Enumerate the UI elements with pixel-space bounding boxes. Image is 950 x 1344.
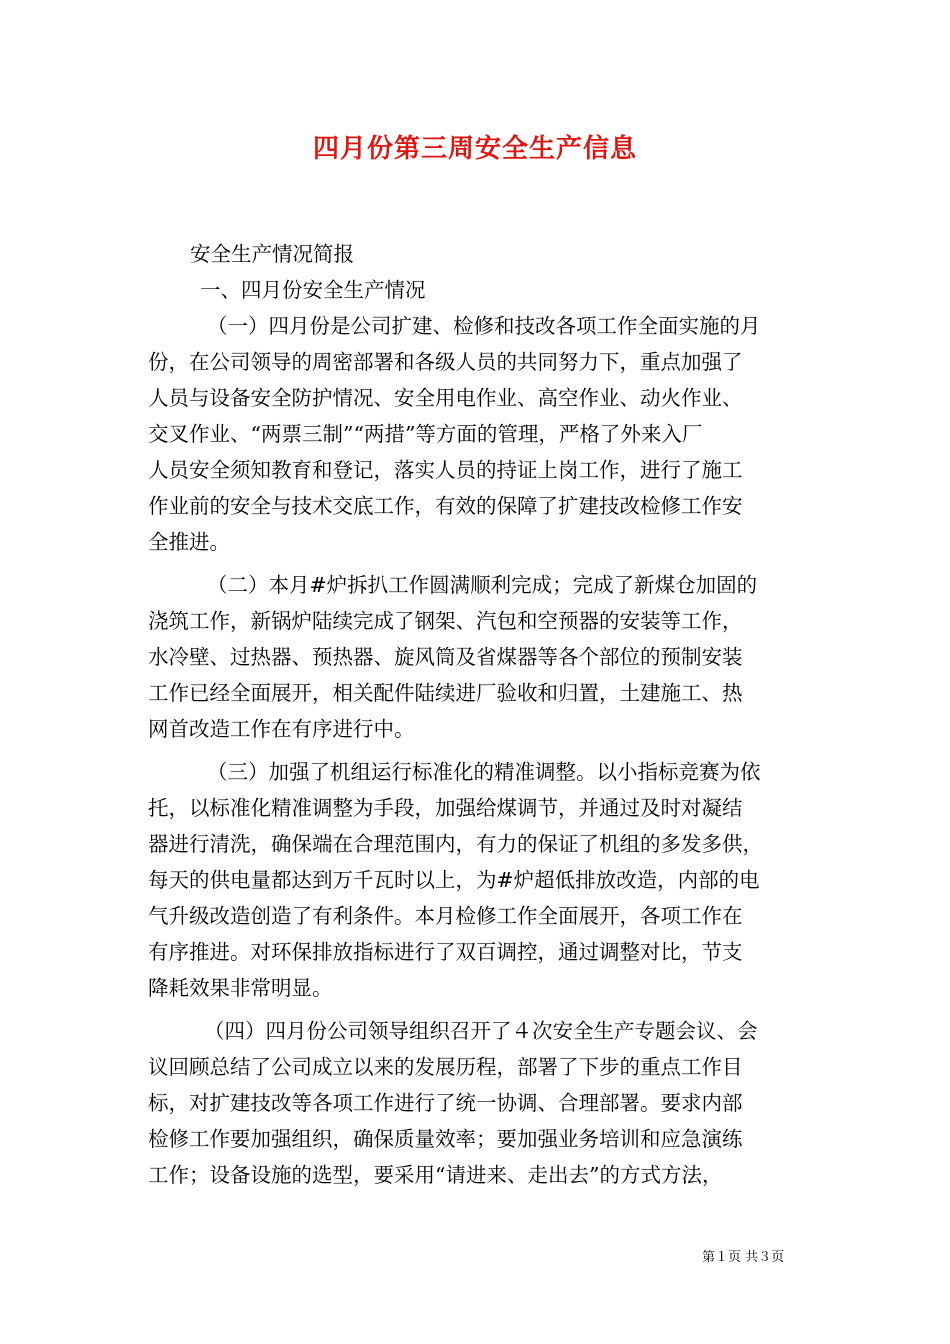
document-title: 四月份第三周安全生产信息: [312, 134, 637, 164]
document-body: [148, 236, 812, 1193]
section-heading: 一、四月份安全生产情况: [200, 278, 426, 302]
paragraph-line: （二）本月#炉拆扒工作圆满顺利完成；完成了新煤仓加固的: [207, 573, 758, 597]
paragraph-line: 标，对扩建技改等各项工作进行了统一协调、合理部署。要求内部: [148, 1091, 743, 1115]
paragraph-1: [148, 308, 812, 560]
paragraph-line: 浇筑工作，新锅炉陆续完成了钢架、汽包和空预器的安装等工作，: [148, 609, 743, 633]
paragraph-line: （一）四月份是公司扩建、检修和技改各项工作全面实施的月: [207, 314, 761, 338]
paragraph-3: [148, 754, 812, 1006]
paragraph-line: 气升级改造创造了有利条件。本月检修工作全面展开，各项工作在: [148, 904, 743, 928]
paragraph-line: 网首改造工作在有序进行中。: [148, 717, 415, 741]
paragraph-gap: [148, 560, 812, 567]
paragraph-line: 托，以标准化精准调整为手段，加强给煤调节，并通过及时对凝结: [148, 796, 743, 820]
paragraph-line: 作业前的安全与技术交底工作，有效的保障了扩建技改检修工作安: [148, 494, 743, 518]
paragraph-gap: [148, 1006, 812, 1013]
paragraph-line: 交叉作业、“两票三制”“两措”等方面的管理，严格了外来入厂: [148, 422, 703, 446]
paragraph-line: 工作；设备设施的选型，要采用“请进来、走出去”的方式方法，: [148, 1163, 723, 1187]
paragraph-gap: [148, 747, 812, 754]
paragraph-line: 降耗效果非常明显。: [148, 976, 333, 1000]
paragraph-line: 份，在公司领导的周密部署和各级人员的共同努力下，重点加强了: [148, 350, 743, 374]
paragraph-line: 每天的供电量都达到万千瓦时以上，为#炉超低排放改造，内部的电: [148, 868, 760, 892]
paragraph-4: [148, 1013, 812, 1193]
page-number: 第１页 共３页: [702, 1250, 785, 1265]
paragraph-line: （四）四月份公司领导组织召开了４次安全生产专题会议、会: [204, 1019, 758, 1043]
paragraph-line: 器进行清洗，确保端在合理范围内，有力的保证了机组的多发多供，: [148, 832, 763, 856]
paragraph-2: [148, 567, 812, 747]
paragraph-line: （三）加强了机组运行标准化的精准调整。以小指标竞赛为依: [207, 760, 761, 784]
paragraph-line: 水冷壁、过热器、预热器、旋风筒及省煤器等各个部位的预制安装: [148, 645, 743, 669]
paragraph-line: 工作已经全面展开，相关配件陆续进厂验收和归置，土建施工、热: [148, 681, 743, 705]
paragraph-line: 有序推进。对环保排放指标进行了双百调控，通过调整对比，节支: [148, 940, 743, 964]
paragraph-line: 议回顾总结了公司成立以来的发展历程，部署了下步的重点工作目: [148, 1055, 743, 1079]
paragraph-line: 人员安全须知教育和登记，落实人员的持证上岗工作，进行了施工: [148, 458, 743, 482]
paragraph-line: 检修工作要加强组织，确保质量效率；要加强业务培训和应急演练: [148, 1127, 743, 1151]
paragraph-line: 全推进。: [148, 530, 230, 554]
paragraph-line: 人员与设备安全防护情况、安全用电作业、高空作业、动火作业、: [148, 386, 743, 410]
report-subtitle: 安全生产情况简报: [190, 242, 354, 266]
